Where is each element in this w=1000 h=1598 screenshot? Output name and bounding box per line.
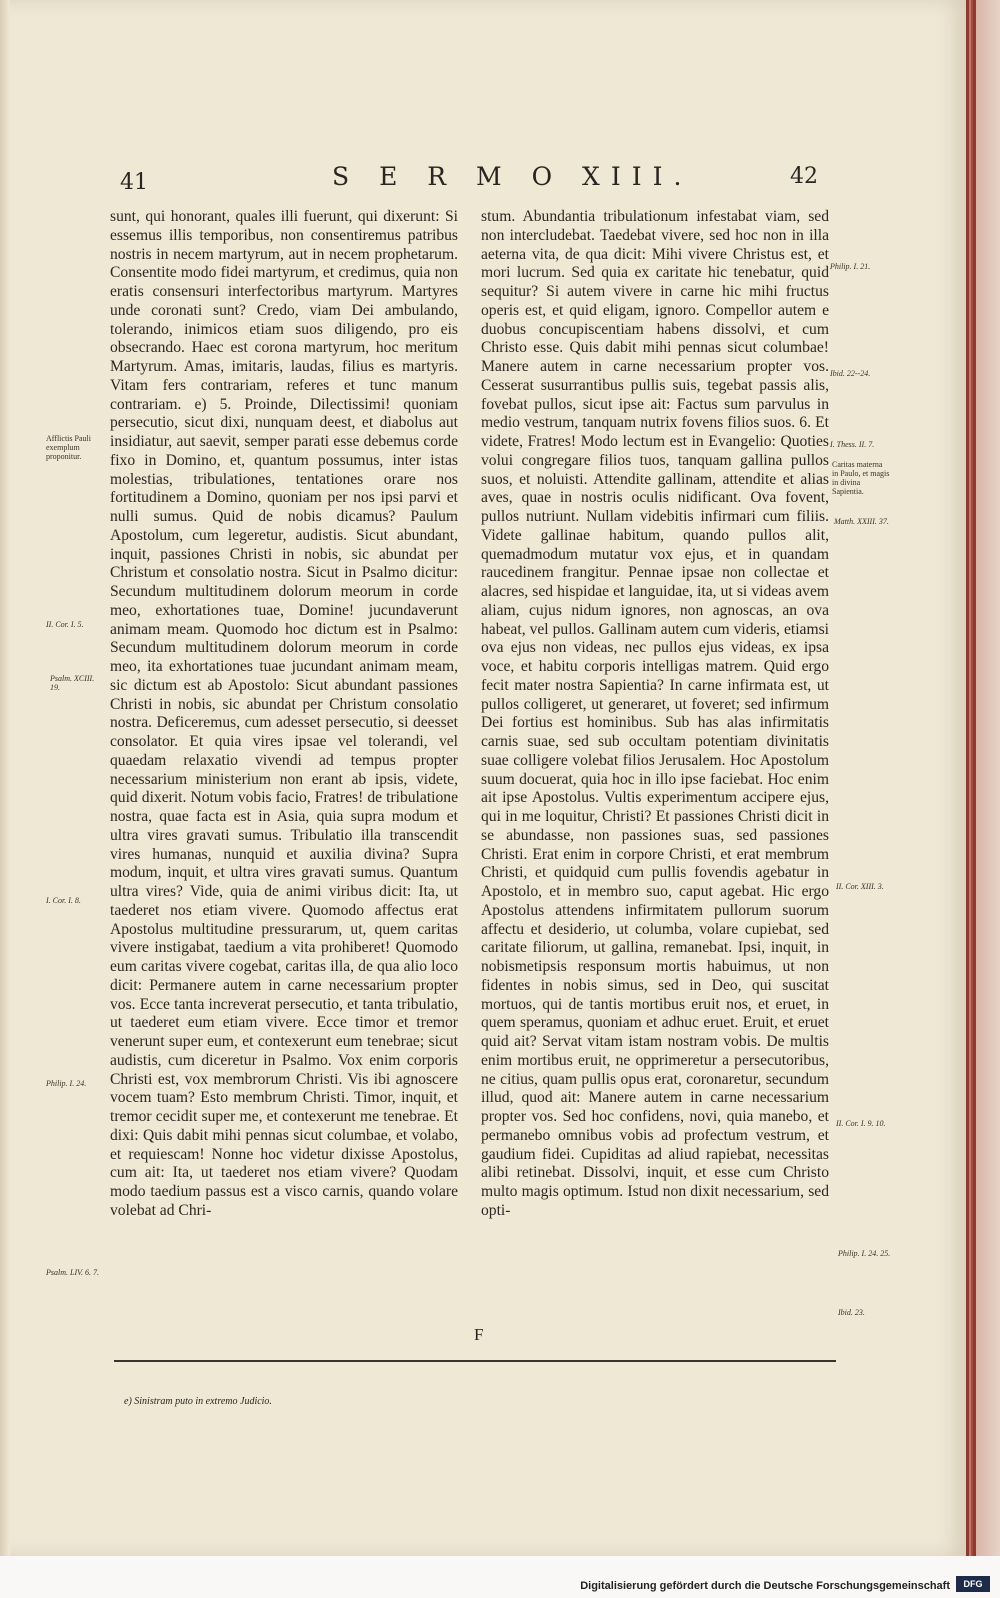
running-header: [120, 162, 840, 202]
funding-credit: Digitalisierung gefördert durch die Deutsche Forschungsgemeinschaft: [580, 1580, 950, 1592]
footer-bar: [0, 1556, 1000, 1598]
margin-note-left-2: II. Cor. I. 5.: [46, 620, 84, 629]
margin-note-right-7: II. Cor. I. 9. 10.: [836, 1119, 886, 1128]
margin-note-left-6: Psalm. LIV. 6. 7.: [46, 1268, 99, 1277]
margin-note-left-1: Afflictis Pauli exemplum proponitur.: [46, 434, 91, 461]
margin-note-left-4: I. Cor. I. 8.: [46, 896, 81, 905]
footnote-rule: [114, 1360, 836, 1362]
text-column-right: [481, 208, 829, 1221]
page-edge-light: [976, 0, 1000, 1556]
margin-note-right-4: Caritas materna in Paulo, et magis in divina Sapientia.: [832, 460, 890, 496]
margin-note-right-3: I. Thess. II. 7.: [830, 440, 875, 449]
margin-note-right-9: Ibid. 23.: [838, 1308, 865, 1317]
margin-note-right-5: Matth. XXIII. 37.: [834, 517, 889, 526]
margin-note-left-5: Philip. I. 24.: [46, 1079, 87, 1088]
signature-mark: F: [474, 1325, 484, 1344]
margin-note-right-1: Philip. I. 21.: [830, 262, 871, 271]
margin-note-left-3: Psalm. XCIII. 19.: [50, 674, 95, 692]
right-column-text: stum. Abundantia tribulationum infestabat viam, sed non intercludebat. Taedebat vivere, sed hoc non in illa aeterna vita, de qua dicit: Mihi vivere Christus est, et mori lucrum. Sed quia ex caritate hic tenebatur, quid sequitur? Si autem vivere in carne hic mihi fructus operis est, et quid eligam, ignoro. Compellor autem e duobus concupiscentiam habens dissolvi, et cum Christo esse. Quis dabit mihi pennas sicut columbae! Manere autem in carne necessarium propter vos. Cesserat susurrantibus pullis suis, tegebat passis alis, fovebat pullos, sicut ipse ait: Factus sum parvulus in medio vestrum, tanquam nutrix fovens filios suos. 6. Et videte, Fratres! Modo lectum est in Evangelio: Quoties volui congregare filios tuos, tanquam gallina pullos suos, et noluisti. Attendite gallinam, attendite et alias aves, quae in nostris oculis nidificant. Ova fovent, pullos nutriunt. Nullam videbitis infirmari cum filiis. Videte gallinae habitum, quando pullos alit, quemadmodum mutatur vox ejus, et in quandam raucedinem frangitur. Pennae ipsae non collectae et alacres, sed hispidae et languidae, ita, ut si videas avem aliam, cujus nidum ignores, non agnoscas, an ova habeat, vel pullos. Gallinam autem cum videris, etiamsi ova ejus non videas, nec pullos ejus videas, ex ipsa voce, et habitu corporis intelligas matrem. Quid ergo fecit mater nostra Sapientia? In carne infirmata est, ut pullos colligeret, ut generaret, ut foveret; sed infirmum Dei fortius est hominibus. Sub has alas infirmitatis carnis suae, sed sub occultam potentiam divinitatis suae colligere volebat filios Jerusalem. Hoc Apostolum suum docuerat, quia hoc in illo ipse faciebat. Hoc enim ait ipse Apostolus. Vultis experimentum accipere ejus, qui in me loquitur, Christi? Et passiones Christi dicit in se abundasse, non passiones suas, sed passiones Christi. Erat enim in corpore Christi, et erat membrum Christi, et quidquid cum pullis fovendis agebatur in Apostolo, et in membro suo, caput agebat. Hic ergo Apostolus attendens infirmitatem pullorum suorum affectu et desiderio, ut columba, volare cupiebat, sed caritate filiorum, ut gallina, remanebat. Ipsi, inquit, in nobismetipsis responsum mortis habuimus, ut non fidentes in nobis simus, sed in Deo, qui suscitat mortuos, qui de tantis mortibus eruit nos, et eruet, in quem speramus, quoniam et adhuc eruet. Eruit, et eruet quid ait? Servat vitam istam nostram vobis. De multis enim mortibus eruit, ne opprimeretur a persecutoribus, ne citius, quam pullis opus erat, coronaretur, secundum illud, quod ait: Manere autem in carne necessarium propter vos. Sed hoc confidens, novi, quia manebo, et permanebo omnibus vobis ad profectum vestrum, et gaudium fidei. Cupiditas ad aliud rapiebat, necessitas alibi retinebat. Dissolvi, inquit, et esse cum Christo multo magis optimum. Istud non dixit necessarium, sed opti-: [481, 208, 829, 1219]
text-column-left: [110, 208, 458, 1221]
margin-note-right-2: Ibid. 22--24.: [830, 369, 871, 378]
page-number-right: 42: [790, 164, 818, 189]
margin-note-right-8: Philip. I. 24. 25.: [838, 1249, 891, 1258]
sermon-title: S E R M O XIII.: [332, 162, 693, 191]
margin-note-right-6: II. Cor. XIII. 3.: [836, 882, 884, 891]
dfg-logo: DFG: [956, 1576, 990, 1592]
left-column-text: sunt, qui honorant, quales illi fuerunt, qui dixerunt: Si essemus illis temporibus, non consentiremus patribus nostris in necem martyrum, aut in necem prophetarum. Consentite modo fidei martyrum, et credimus, quia non eratis consensuri interfectoribus martyrum. Martyres unde coronati sunt? Credo, viam Dei ambulando, tolerando, inimicos etiam suos diligendo, pro eis obsecrando. Haec est corona martyrum, hoc meritum Martyrum. Amas, imitaris, laudas, filius es martyris. Vitam fers contrariam, referes et tunc manum contrariam. e) 5. Proinde, Dilectissimi! quoniam persecutio, sicut dixi, nunquam deest, et diabolus aut insidiatur, aut saevit, semper parati esse debemus corde fixo in Domino, et, quantum possumus, inter istas molestias, tribulationes, tentationes orare nos fortitudinem a Domino, quoniam per nos ipsi parvi et nulli sumus. Quid de nobis dicamus? Paulum Apostolum, cum legeretur, audistis. Sicut abundant, inquit, passiones Christi in nobis, sic abundat per Christum et consolatio nostra. Sicut in Psalmo dicitur: Secundum multitudinem dolorum meorum in corde meo, exhortationes tuae, Domine! jucundaverunt animam meam. Quomodo hoc dictum est in Psalmo: Secundum multitudinem dolorum meorum in corde meo, ita exhortationes tuae jucundant animam meam, sic dictum est ab Apostolo: Sicut abundant passiones Christi in nobis, sic abundat per Christum consolatio nostra. Deficeremus, cum adesset persecutio, si deesset consolator. Et quia vires ipsae vel tolerandi, vel quaedam relaxatio vivendi ad tempus propter necessarium ministerium non erant ab ipsis, videte, quid dixerit. Notum vobis facio, Fratres! de tribulatione nostra, quae facta est in Asia, quia supra modum et ultra vires gravati sumus. Tribulatio illa transcendit vires humanas, nunquid et auxilia divina? Supra modum, inquit, et ultra vires gravati sumus. Quantum ultra vires? Vide, quia de animi viribus dicit: Ita, ut taederet nos etiam vivere. Quomodo affectus erat Apostolus multitudine pressurarum, ut, quem caritas vivere instigabat, taedium a vita prohiberet! Quomodo eum caritas vivere cogebat, caritas illa, de qua alio loco dicit: Permanere autem in carne necessarium propter vos. Ecce tanta increverat persecutio, et tanta tribulatio, ut taederet eum etiam vivere. Ecce timor et tremor venerunt super eum, et contexerunt eum tenebrae; sicut audistis, cum diceretur in Psalmo. Vox enim corporis Christi est, vox membrorum Christi. Vis ibi agnoscere vocem tuam? Esto membrum Christi. Timor, inquit, et tremor cecidit super me, et contexerunt me tenebrae. Et dixi: Quis dabit mihi pennas sicut columbae, et volabo, et requiescam! Nonne hoc videtur dixisse Apostolus, cum ait: Ita, ut taederet nos etiam vivere? Quodam modo taedium passus est a visco carnis, quando volare volebat ad Chri-: [110, 208, 458, 1219]
page-gutter: [0, 0, 10, 1556]
page-number-left: 41: [120, 170, 148, 195]
footnote: e) Sinistram puto in extremo Judicio.: [124, 1396, 272, 1407]
